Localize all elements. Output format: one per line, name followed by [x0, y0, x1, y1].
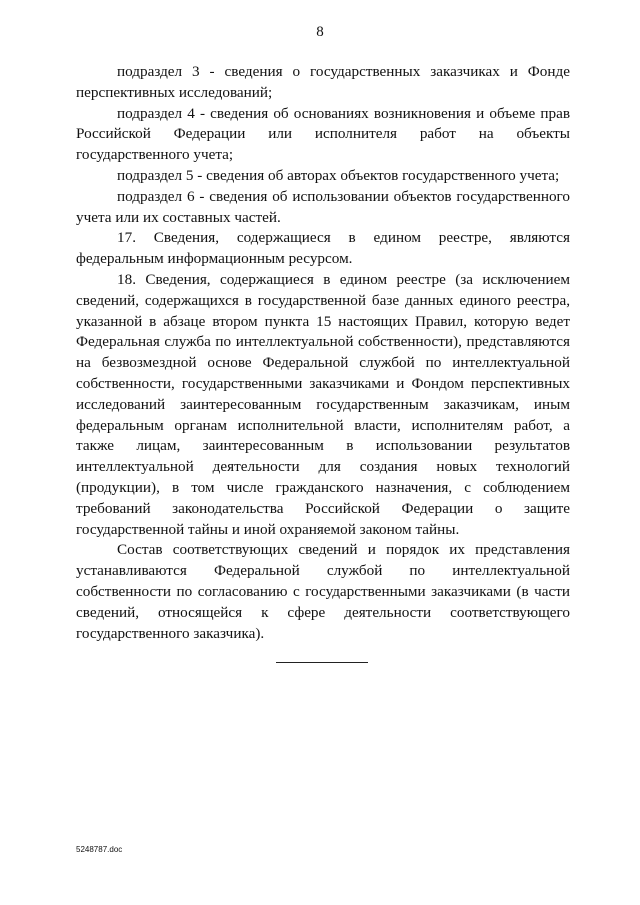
page-number: 8 — [316, 24, 324, 40]
paragraph-item-17: 17. Сведения, содержащиеся в едином реестре, являются федеральным информационным ресурсом. — [76, 229, 570, 268]
document-body — [76, 62, 570, 644]
paragraph-subsection-4: подраздел 4 - сведения об основаниях возникновения и объеме прав Российской Федерации или исполнителя работ на объекты государственного учета; — [76, 104, 570, 164]
end-separator-line — [276, 662, 368, 663]
paragraph-subsection-6: подраздел 6 - сведения об использовании объектов государственного учета или их составных частей. — [76, 187, 570, 226]
paragraph-subsection-5: подраздел 5 - сведения об авторах объектов государственного учета; — [117, 166, 560, 184]
file-name-footer: 5248787.doc — [76, 845, 123, 854]
paragraph-composition: Состав соответствующих сведений и порядок их представления устанавливаются Федеральной службой по интеллектуальной собственности по согласованию с государственными заказчиками (в части сведений, относящейся к сфере деятельности соответствующего государственного заказчика). — [76, 541, 570, 642]
paragraph-subsection-3: подраздел 3 - сведения о государственных заказчиках и Фонде перспективных исследований; — [76, 63, 570, 101]
paragraph-item-18: 18. Сведения, содержащиеся в едином реестре (за исключением сведений, содержащихся в государственной базе данных единого реестра, указанной в абзаце втором пункта 15 настоящих Правил, которую ведет Федеральная служба по интеллектуальной собственности), представляются на безвозмездной основе Федеральной службой по интеллектуальной собственности, государственными заказчиками и Фондом перспективных исследований заинтересованным государственным заказчикам, иным федеральным органам исполнительной власти, исполнителям работ, а также лицам, заинтересованным в использовании результатов интеллектуальной деятельности для создания новых технологий (продукции), в том числе гражданского назначения, с соблюдением требований законодательства Российской Федерации о защите государственной тайны и иной охраняемой законом тайны. — [76, 270, 570, 538]
